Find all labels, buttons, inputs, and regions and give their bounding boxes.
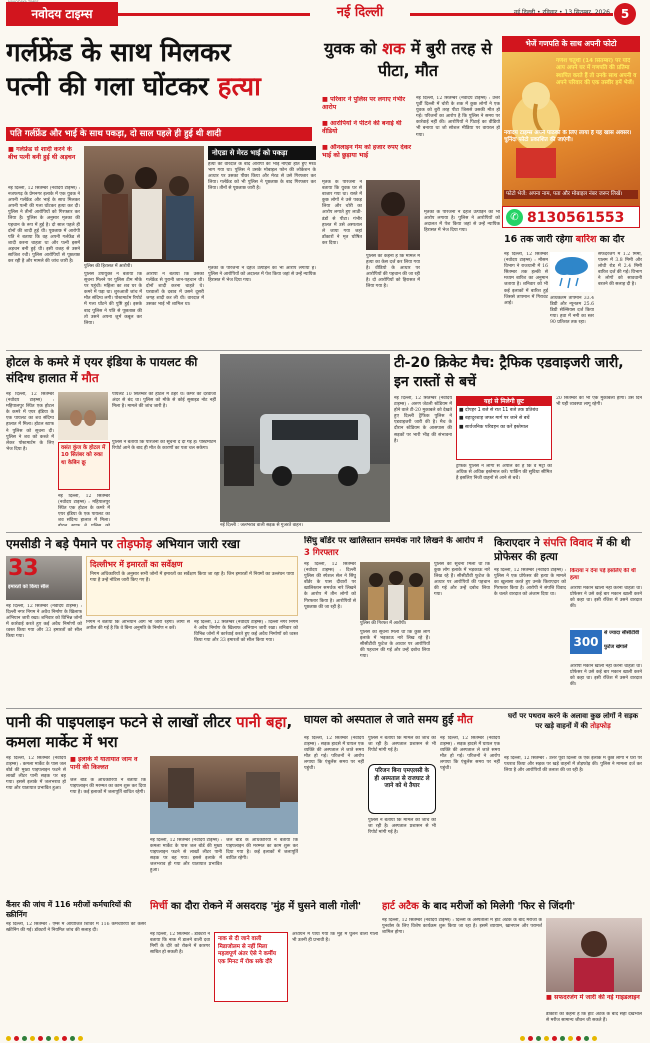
mcd-headline-part: अभियान जारी रखा xyxy=(152,537,240,551)
mcd-headline-accent: तोड़फोड़ xyxy=(116,537,153,551)
injured-col3: नई दिल्ली, 12 सितम्बर (नवोदय टाइम्स) : सड़क हादसे में घायल एक व्यक्ति की अस्पताल ले जाते समय मौत हो गई। परिजनों ने आरोप लगाया कि एंबुलेंस समय पर नहीं पहुंची। xyxy=(440,736,500,772)
weather-headline xyxy=(504,234,642,246)
injured-headline-part: घायल को अस्पताल ले जाते समय हुई xyxy=(304,713,458,726)
mcd-stat-number: 33 xyxy=(8,556,39,581)
ganesh-box-text-yellow: गणेश चतुर्थी (14 सितम्बर) पर यदि आप अपने घर में गणपति की प्रतिमा स्थापित करते हैं तो उनके साथ अपनी व अपने परिवार की एक तस्वीर हमें भेजें। xyxy=(556,58,637,87)
mcd-stat-label: इमारतों को किया सील xyxy=(8,584,49,590)
mirchi-headline xyxy=(150,900,378,913)
mcd-col3: नई दिल्ली, 12 सितम्बर (नवोदय टाइम्स) : दिल्ली नगर निगम ने अवैध निर्माण के खिलाफ अभियान जारी रखा। शनिवार को विभिन्न जोनों में कार्रवाई करते हुए कई अवैध निर्माणों को ध्वस्त किया गया और 33 इमारतों को सील किया गया। xyxy=(194,620,298,644)
heart-col1: नई दिल्ली, 12 सितम्बर (नवोदय टाइम्स) : दिल्ली के अस्पतालों में हार्ट अटैक के बाद मरीजों के पुनर्वास के लिए विशेष कार्यक्रम शुरू किया जा रहा है। इसमें व्यायाम, खानपान और परामर्श शामिल होगा। xyxy=(382,918,542,936)
property-stat-box xyxy=(570,628,642,660)
divider xyxy=(6,532,642,533)
noida-box-body: हत्या की वारदात के बाद आरोपी का भाई नोएडा होते हुए मेरठ भाग गया था। पुलिस ने उसके मोबाइल फोन की लोकेशन के आधार पर उसका पीछा किया और मेरठ से उसे गिरफ्तार कर लिया। गर्लफ्रेंड को भी पुलिस ने पूछताछ के बाद गिरफ्तार कर लिया। तीनों से पूछताछ जारी है। xyxy=(208,162,316,192)
heart-headline-part: के बाद मरीजों को मिलेगी 'फिर से जिंदगी' xyxy=(418,901,576,912)
mcd-box-body: निगम अधिकारियों के अनुसार सभी जोनों में इमारतों का सर्वेक्षण किया जा रहा है। जिन इमारतों में नियमों का उल्लंघन पाया गया है उन्हें नोटिस जारी किए गए हैं। xyxy=(90,572,294,584)
waterlogged-road-graphic xyxy=(220,354,390,522)
story2-bullet-3: ■ ऑनलाइन गेम को हजार रुपए देकर भाई को छुड़ाया भाई xyxy=(322,144,412,159)
story1-headline-line1: गर्लफ्रेंड के साथ मिलकर xyxy=(6,38,231,68)
story2-photo xyxy=(366,180,420,250)
story2-headline-part: में बुरी तरह से पीटा, मौत xyxy=(378,39,492,80)
story1-headline xyxy=(6,36,316,104)
khalistan-col3: पुलिस को सूचना मिली थी कि कुछ लोग इलाके में भड़काऊ नारे लिख रहे हैं। सीसीटीवी फुटेज के आधार पर आरोपियों की पहचान की गई और उन्हें दबोच लिया गया। xyxy=(434,562,490,598)
t20-headline: टी-20 क्रिकेट मैच: ट्रैफिक एडवाइजरी जारी, इन रास्तों से बचें xyxy=(394,355,624,390)
story2-col1-cont: मृतका के परिजनों ने दहेज उत्पीड़न का भी आरोप लगाया है। पुलिस ने आरोपियों को अदालत में पेश किया जहां से उन्हें न्यायिक हिरासत में भेज दिया गया। xyxy=(424,210,500,234)
hotel-col1: नई दिल्ली, 12 सितम्बर (नवोदय टाइम्स) : महिपालपुर स्थित एक होटल के कमरे में एयर इंडिया के एक पायलट का शव संदिग्ध हालात में मिला। होटल स्टाफ ने पुलिस को सूचना दी। पुलिस ने शव को कब्जे में लेकर पोस्टमार्टम के लिए भेज दिया है। xyxy=(6,392,54,452)
injured-col2: पुलिस ने बताया कि मामले की जांच की जा रही है। अस्पताल प्रशासन से भी रिपोर्ट मांगी गई है। xyxy=(368,818,436,836)
story2-bullet-1: ■ परिवार ने पुलिस पर लगाए गंभीर आरोप xyxy=(322,96,406,111)
story1-photo-figures xyxy=(84,146,204,262)
t20-col2: ट्रैफिक पुलिस ने लोगों से अपील की है कि वे मेट्रो का अधिक से अधिक इस्तेमाल करें। पार्किंग की सुविधा सीमित है इसलिए निजी वाहनों से आने से बचें। xyxy=(456,464,552,482)
t20-advice-item: ■ दोपहर 1 बजे से रात 11 बजे तक प्रतिबंध xyxy=(459,408,539,413)
khalistan-headline-accent: 3 गिरफ्तार xyxy=(304,547,339,558)
story2-col3: पुलिस का कहना है कि मामले में हत्या का केस दर्ज कर लिया गया है। वीडियो के आधार पर आरोपियों की पहचान की जा रही है। दो आरोपियों को हिरासत में लिया गया है। xyxy=(366,254,420,290)
heart-photo-graphic xyxy=(546,918,642,992)
mcd-headline xyxy=(6,536,298,552)
story1-photo-caption: पुलिस की हिरासत में आरोपी। xyxy=(84,264,133,269)
weather-col1: नई दिल्ली, 12 सितम्बर (नवोदय टाइम्स) : मौसम विभाग ने राजधानी में 16 सितम्बर तक हल्की से मध्यम बारिश का अनुमान जताया है। शनिवार को भी कई इलाकों में बारिश हुई जिससे तापमान में गिरावट आई। xyxy=(504,252,548,306)
hotel-overlay-box: वसंत कुंज के होटल में 10 सितंबर को रुका था केबिन क्रू xyxy=(58,442,110,490)
footer-dots-left xyxy=(6,1036,83,1042)
injured-col2-top: पुलिस ने बताया कि मामले की जांच की जा रही है। अस्पताल प्रशासन से भी रिपोर्ट मांगी गई है। xyxy=(368,736,436,754)
hotel-headline-accent: मौत xyxy=(81,371,99,385)
story2-headline-part: युवक को xyxy=(324,39,383,58)
mirchi-col2: अध्ययन में पाया गया कि मुंह में घुलने वाली गोली भी उतनी ही प्रभावी है। xyxy=(292,932,378,944)
masthead xyxy=(0,0,650,32)
weather-headline-part: का दौर xyxy=(596,234,625,245)
cancer-headline: कैंसर की जांच में 116 मरीजों कर्मचारियों की स्क्रीनिंग xyxy=(6,900,132,919)
rain-cloud-icon xyxy=(550,252,594,292)
pipeline-col2: जल बोर्ड के अधिकारियों ने बताया कि पाइपलाइन की मरम्मत का काम शुरू कर दिया गया है। कई इलाकों में जलापूर्ति बाधित रहेगी। xyxy=(70,778,146,796)
hotel-story-headline xyxy=(6,354,216,386)
story1-subheadline-bar: पति गर्लफ्रेंड और भाई के साथ पकड़ा, दो साल पहले ही हुई थी शादी xyxy=(6,127,312,141)
pipeline-photo xyxy=(150,756,298,834)
hotel-col2: पायलट 10 सितम्बर को होटल में ठहरे थे। कमरे का दरवाजा अंदर से बंद था। पुलिस को मौके से कोई सुसाइड नोट नहीं मिला है। मामले की जांच जारी है। xyxy=(112,392,216,410)
hotel-col1-cont: नई दिल्ली, 12 सितम्बर (नवोदय टाइम्स) : महिपालपुर स्थित एक होटल के कमरे में एयर इंडिया के एक पायलट का शव संदिग्ध हालात में मिला। xyxy=(58,494,110,524)
story1-col2: पुलिस उपायुक्त ने बताया कि सूचना मिलने पर पुलिस टीम मौके पर पहुंची। महिला का शव घर के कमरे में पड़ा था। शुरुआती जांच में मौत संदिग्ध लगी। पोस्टमार्टम रिपोर्ट में गला घोंटने की पुष्टि हुई। इसके बाद पुलिस ने पति से पूछताछ की तो उसने अपना जुर्म कबूल कर लिया। xyxy=(84,272,142,326)
property-headline-part: किराएदार ने xyxy=(494,537,544,549)
heart-photo xyxy=(546,918,642,992)
hotel-headline-part: होटल के कमरे में एयर इंडिया के पायलट की संदिग्ध हालात में xyxy=(6,355,198,385)
property-headline-accent: संपत्ति विवाद xyxy=(543,537,593,549)
t20-advice-box xyxy=(456,396,552,460)
khalistan-col2: पुलिस को सूचना मिली थी कि कुछ लोग इलाके में भड़काऊ नारे लिख रहे हैं। सीसीटीवी फुटेज के आधार पर आरोपियों की पहचान की गई और उन्हें दबोच लिया गया। xyxy=(360,630,430,660)
injured-headline-accent: मौत xyxy=(457,713,473,726)
property-headline-part: में की थी प्रोफेसर की हत्या xyxy=(494,537,631,563)
pipeline-headline-part: पानी की पाइपलाइन फटने से लाखों लीटर xyxy=(6,713,237,731)
property-col3: आरोपी मकान खाली नहीं करना चाहता था। प्रोफेसर ने उसे कई बार मकान खाली करने को कहा था। इसी रंजिश में उसने वारदात की। xyxy=(570,664,642,688)
story2-col1: नई दिल्ली, 12 सितम्बर (नवोदय टाइम्स) : उत्तर पूर्वी दिल्ली में चोरी के शक में कुछ लोगों ने एक युवक को बुरी तरह पीटा जिससे उसकी मौत हो गई। परिजनों का आरोप है कि पुलिस ने समय पर कार्रवाई नहीं की। आरोपियों ने पिटाई का वीडियो भी बनाया था जो सोशल मीडिया पर वायरल हो गया। xyxy=(416,96,500,138)
mcd-headline-part: एमसीडी ने बड़े पैमाने पर xyxy=(6,537,117,551)
mcd-box-title: दिल्लीभर में इमारतों का सर्वेक्षण xyxy=(90,560,183,569)
pipeline-col4: जल बोर्ड के अधिकारियों ने बताया कि पाइपलाइन की मरम्मत का काम शुरू कर दिया गया है। कई इलाकों में जलापूर्ति बाधित रहेगी। xyxy=(226,838,298,862)
vandalism-headline-accent: तोड़फोड़ xyxy=(590,721,611,730)
khalistan-photo xyxy=(360,562,430,620)
story1-col3: आरोपी ने बताया कि उसकी गर्लफ्रेंड से पुरानी जान-पहचान थी। दोनों शादी करना चाहते थे। घरवालों के दबाव में उसने दूसरी जगह शादी कर ली थी। वारदात में उसका भाई भी शामिल था। xyxy=(146,272,204,308)
weather-headline-accent: बारिश xyxy=(575,234,597,245)
vandalism-headline xyxy=(504,712,642,731)
heart-caption: ■ सफदरजंग में जारी की नई गाइडलाइन xyxy=(546,994,640,1001)
story2-photo-figure xyxy=(366,180,420,250)
story2-bullet-2: ■ आरोपियों ने पीटने की बनाई थी वीडियो xyxy=(322,120,402,135)
injured-quote-box: परिजन बिना एमएलसी के ही अस्पताल से राजघाट ले जाने को थे तैयार xyxy=(368,764,436,814)
story1-photo xyxy=(84,146,204,262)
property-stat-side: से ज्यादा सीसीटीवी xyxy=(604,630,640,636)
khalistan-photo-caption: पुलिस की गिरफ्त में आरोपी। xyxy=(360,621,407,626)
mirchi-headline-part: का दौरा रोकने में असदराइ 'मुंह में घुसने वाली गोली' xyxy=(167,901,362,912)
story1-side-bullet: ■ गर्लफ्रेंड से शादी करने के बीच पत्नी बनी हुई थी अड़चन xyxy=(8,146,76,161)
paper-name: नवोदय टाइम्स xyxy=(6,2,118,26)
property-stat-number: 300 xyxy=(570,630,602,654)
ganesh-box-text-white: नवोदय टाइम्स अपने पाठकों के लिए लाया है यह खास अवसर। चुनिंदा फोटो प्रकाशित की जाएंगी। xyxy=(504,130,632,144)
weather-col2: अधिकतम तापमान 33.4 डिग्री और न्यूनतम 25.6 डिग्री सेल्सियस दर्ज किया गया। हवा में नमी का स्तर 90 प्रतिशत तक रहा। xyxy=(550,296,594,326)
mcd-col2: निगम ने बताया कि अभियान आगे भी जारी रहेगा। लोगों से अपील की गई है कि वे बिना अनुमति के निर्माण न करें। xyxy=(86,620,190,632)
hotel-photo xyxy=(58,392,108,440)
khalistan-photo-graphic xyxy=(360,562,430,620)
whatsapp-icon: ✆ xyxy=(506,209,523,226)
khalistan-col1: नई दिल्ली, 12 सितम्बर (नवोदय टाइम्स) : दिल्ली पुलिस की स्पेशल सेल ने सिंघु बॉर्डर के पास दीवारों पर खालिस्तान समर्थक नारे लिखने के आरोप में तीन लोगों को गिरफ्तार किया है। आरोपियों से पूछताछ की जा रही है। xyxy=(304,562,356,610)
mirchi-headline-accent: मिर्ची xyxy=(150,901,168,912)
injured-headline xyxy=(304,712,500,727)
mcd-survey-box xyxy=(86,556,298,616)
page-number: 5 xyxy=(614,3,636,25)
weather-col3: सफदरजंग में 1.2 मिमी, पालम में 3.8 मिमी और लोधी रोड में 2.4 मिमी बारिश दर्ज की गई। विभाग ने लोगों को सावधानी बरतने की सलाह दी है। xyxy=(598,252,642,288)
heart-col2: डॉक्टरों का कहना है कि हार्ट अटैक के बाद सही देखभाल से मरीज सामान्य जीवन जी सकते हैं। xyxy=(546,1012,642,1024)
heart-headline-accent: हार्ट अटैक xyxy=(382,901,419,912)
mcd-col1: नई दिल्ली, 12 सितम्बर (नवोदय टाइम्स) : दिल्ली नगर निगम ने अवैध निर्माण के खिलाफ अभियान जारी रखा। शनिवार को विभिन्न जोनों में कार्रवाई करते हुए कई अवैध निर्माणों को ध्वस्त किया गया और 33 इमारतों को सील किया गया। xyxy=(6,604,82,640)
property-col1: नई दिल्ली, 12 सितम्बर (नवोदय टाइम्स) : पुलिस ने एक प्रोफेसर की हत्या के मामले का खुलासा करते हुए उनके किराएदार को गिरफ्तार किया है। आरोपी ने संपत्ति विवाद के चलते वारदात को अंजाम दिया था। xyxy=(494,568,566,598)
heart-headline xyxy=(382,900,642,913)
ganesh-box-title: भेजें गणपति के साथ अपनी फोटो xyxy=(502,36,640,52)
t20-advice-item: ■ बहादुरशाह जफर मार्ग पर जाने से बचें xyxy=(459,416,530,422)
story2-col2: मृतक के परिजनों ने बताया कि युवक घर से बाजार गया था। रास्ते में कुछ लोगों ने उसे पकड़ लिया और चोरी का आरोप लगाते हुए लाठी-डंडों से पीटा। गंभीर हालत में उसे अस्पताल ले जाया गया जहां डॉक्टरों ने मृत घोषित कर दिया। xyxy=(322,180,362,246)
mirchi-red-box: नाक से दी जाने वाली मिडाजोलम से नहीं मिला महत्वपूर्ण अंतर ऐसे ने कर्मीय एक मिनट में रोक सके दौरे xyxy=(214,932,288,1002)
whatsapp-number: 8130561553 xyxy=(527,210,625,226)
t20-advice-title: यहां से मिलेगी छूट xyxy=(457,397,551,406)
hotel-photo-graphic xyxy=(58,392,108,440)
story1-headline-accent: हत्या xyxy=(217,72,261,102)
mirchi-col1: नई दिल्ली, 12 सितम्बर : डॉक्टरों ने बताया कि नाक में डालने वाली दवा मिर्गी के दौरे को रोकने में कारगर साबित हो सकती है। xyxy=(150,932,210,956)
property-stat-label: फुटेज खंगालें xyxy=(604,644,628,650)
pipeline-headline-accent: पानी बहा xyxy=(236,713,287,731)
injured-col1: नई दिल्ली, 12 सितम्बर (नवोदय टाइम्स) : सड़क हादसे में घायल एक व्यक्ति की अस्पताल ले जाते समय मौत हो गई। परिजनों ने आरोप लगाया कि एंबुलेंस समय पर नहीं पहुंची। xyxy=(304,736,364,772)
rain-cloud-graphic xyxy=(550,252,594,292)
property-headline xyxy=(494,536,642,564)
pipeline-headline-part: , कमला मार्केट में भरा xyxy=(6,713,293,751)
t20-col1: नई दिल्ली, 12 सितम्बर (नवोदय टाइम्स) : अरुण जेटली स्टेडियम में होने वाले टी-20 मुकाबले को देखते हुए दिल्ली ट्रैफिक पुलिस ने एडवाइजरी जारी की है। मैच के दौरान स्टेडियम के आसपास की सड़कों पर भारी भीड़ की संभावना है। xyxy=(394,396,452,444)
khalistan-headline-part: सिंघु बॉर्डर पर खालिस्तान समर्थक नारे लिखने के आरोप में xyxy=(304,536,483,546)
cancer-body: नई दिल्ली, 12 सितम्बर : एम्स में आयोजित शिविर में 116 कर्मचारियों की कैंसर स्क्रीनिंग की गई। डॉक्टरों ने नियमित जांच की सलाह दी। xyxy=(6,922,146,934)
ganesh-box-footer: फोटो भेजें: अपना नाम, पता और मोबाइल नंबर जरूर लिखें। xyxy=(504,190,638,199)
mcd-photo xyxy=(6,556,82,600)
pipeline-photo-graphic xyxy=(150,756,298,834)
noida-box-title: नोएडा से मेरठ भाई को पकड़ा xyxy=(208,146,316,160)
divider xyxy=(6,708,642,709)
property-sub-red: किराया न देना पड़े इसलिए की थी हत्या xyxy=(570,568,636,581)
edition-city: नई दिल्ली xyxy=(310,0,410,26)
pipeline-sub-red: ■ इलाके में यातायात जाम व पानी की किल्लत xyxy=(70,756,138,771)
divider xyxy=(6,350,642,351)
story1-headline-part: पत्नी की गला घोंटकर xyxy=(6,72,218,102)
story1-headline-line2 xyxy=(6,70,316,104)
pipeline-col1: नई दिल्ली, 12 सितम्बर (नवोदय टाइम्स) : कमला मार्केट के पास जल बोर्ड की मुख्य पाइपलाइन फटने से लाखों लीटर पानी सड़क पर बह गया। इससे इलाके में जलभराव हो गया और यातायात प्रभावित हुआ। xyxy=(6,756,66,792)
waterlogged-road-photo xyxy=(220,354,390,522)
t20-advice-item: ■ सार्वजनिक परिवहन का करें इस्तेमाल xyxy=(459,424,529,430)
whatsapp-strip xyxy=(502,206,640,228)
khalistan-headline xyxy=(304,536,490,559)
t20-col3: 20 सितम्बर को भी एक मुकाबला होगा। उस दिन भी यही व्यवस्था लागू रहेगी। xyxy=(556,396,642,408)
property-col2: आरोपी मकान खाली नहीं करना चाहता था। प्रोफेसर ने उसे कई बार मकान खाली करने को कहा था। इसी रंजिश में उसने वारदात की। xyxy=(570,586,642,610)
story2-headline-accent: शक xyxy=(382,39,406,58)
hotel-col3: पुलिस ने बताया कि परिजनों को सूचना दे दी गई है। पोस्टमार्टम रिपोर्ट आने के बाद ही मौत के कारणों का पता चल सकेगा। xyxy=(112,440,216,452)
vandalism-body: नई दिल्ली, 12 सितम्बर : उत्तर पूर्वी दिल्ली के एक इलाके में कुछ लोगों ने घरों पर पथराव किया और सड़क पर खड़े वाहनों में तोड़फोड़ की। पुलिस ने मामला दर्ज कर लिया है और आरोपियों की तलाश की जा रही है। xyxy=(504,756,642,774)
vandalism-headline-part: घरों पर पथराव करने के अलावा कुछ लोगों ने सड़क पर खड़े वाहनों में की xyxy=(507,712,639,730)
pipeline-headline xyxy=(6,712,298,752)
footer-dots-right xyxy=(520,1036,597,1042)
story1-col1: नई दिल्ली, 12 सितम्बर (नवोदय टाइम्स) : नजफगढ़ के प्रेमनगर इलाके में एक युवक ने अपनी गर्लफ्रेंड और भाई के साथ मिलकर अपनी पत्नी की गला घोंटकर हत्या कर दी। पुलिस ने तीनों आरोपियों को गिरफ्तार कर लिया है। पुलिस के अनुसार मृतका की पहचान के रूप में हुई है। दो साल पहले ही दोनों की शादी हुई थी। पूछताछ में आरोपी पति ने बताया कि वह अपनी गर्लफ्रेंड से शादी करना चाहता था और पत्नी इसमें अड़चन बनी हुई थी। इसी वजह से उसने साजिश रची। पुलिस आरोपियों से पूछताछ कर रही है और मामले की जांच जारी है। xyxy=(8,186,80,265)
edition-date: नई दिल्ली • रविवार • 13 सितम्बर, 2026 xyxy=(513,9,610,16)
weather-headline-part: 16 तक जारी रहेगा xyxy=(504,234,576,245)
story1-col4: मृतका के परिजनों ने दहेज उत्पीड़न का भी आरोप लगाया है। पुलिस ने आरोपियों को अदालत में पेश किया जहां से उन्हें न्यायिक हिरासत में भेज दिया गया। xyxy=(208,266,316,284)
pipeline-col3: नई दिल्ली, 12 सितम्बर (नवोदय टाइम्स) : कमला मार्केट के पास जल बोर्ड की मुख्य पाइपलाइन फटने से लाखों लीटर पानी सड़क पर बह गया। इससे इलाके में जलभराव हो गया और यातायात प्रभावित हुआ। xyxy=(150,838,222,874)
car-photo-caption: नई दिल्ली : जलभराव वाली सड़क से गुजरते वाहन। xyxy=(220,523,303,528)
story2-headline xyxy=(320,38,496,82)
